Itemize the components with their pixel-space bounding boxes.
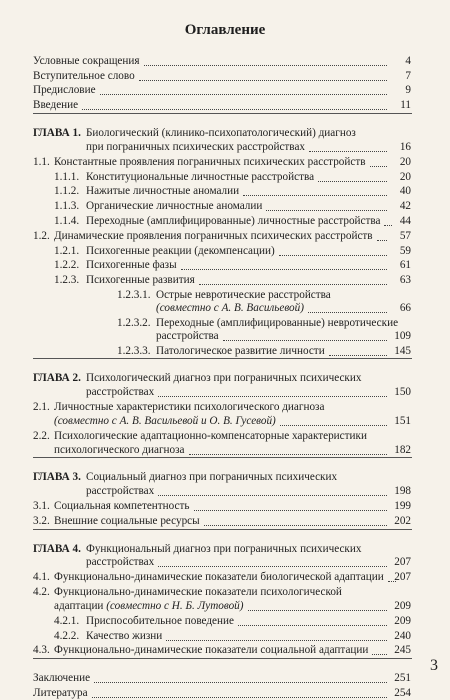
- section-number: 4.2.2.: [54, 630, 80, 642]
- toc-text: Конституциональные личностные расстройства: [86, 171, 315, 183]
- dot-leader: [158, 383, 387, 397]
- dot-leader: [318, 168, 387, 182]
- page-ref: 40: [399, 185, 411, 197]
- section-number: 1.1.3.: [54, 200, 80, 212]
- dot-leader: [189, 441, 387, 455]
- dot-leader: [266, 197, 387, 211]
- dot-leader: [329, 342, 387, 356]
- page-ref: 251: [394, 672, 411, 684]
- dot-leader: [223, 327, 387, 341]
- page-ref: 16: [399, 141, 411, 153]
- toc-text: Психологический диагноз при пограничных психических: [86, 372, 362, 384]
- section-divider: [33, 529, 412, 530]
- page-ref: 11: [400, 99, 411, 111]
- page-ref: 20: [399, 156, 411, 168]
- page-ref: 57: [399, 230, 411, 242]
- toc-text: расстройствах: [86, 485, 155, 497]
- page-ref: 66: [399, 302, 411, 314]
- page-ref: 202: [394, 515, 411, 527]
- page-ref: 20: [399, 171, 411, 183]
- toc-text: Внешние социальные ресурсы: [54, 515, 200, 527]
- page-ref: 109: [394, 330, 411, 342]
- section-number: 2.1.: [33, 401, 50, 413]
- toc-text: Условные сокращения: [33, 55, 140, 67]
- toc-text: психологического диагноза: [54, 444, 185, 456]
- section-number: 3.1.: [33, 500, 50, 512]
- toc-text: Функциональный диагноз при пограничных психических: [86, 543, 362, 555]
- toc-text: Психогенные фазы: [86, 259, 177, 271]
- dot-leader: [243, 182, 387, 196]
- dot-leader: [308, 299, 387, 313]
- toc-text: Функционально-динамические показатели социальной адаптации: [54, 644, 369, 656]
- toc-text: Переходные (амплифицированные) невротические: [156, 317, 399, 329]
- dot-leader: [158, 482, 387, 496]
- dot-leader: [100, 81, 387, 95]
- page-ref: 59: [399, 245, 411, 257]
- toc-text: Личностные характеристики психологического диагноза: [54, 401, 325, 413]
- page-ref: 207: [394, 556, 411, 568]
- toc-text: Переходные (амплифицированные) личностные расстройства: [86, 215, 381, 227]
- dot-leader: [166, 627, 387, 641]
- section-number: 1.1.4.: [54, 215, 80, 227]
- page-ref: 254: [394, 687, 411, 699]
- page-ref: 63: [399, 274, 411, 286]
- section-divider: [33, 358, 412, 359]
- dot-leader: [248, 597, 388, 611]
- page-ref: 145: [394, 345, 411, 357]
- dot-leader: [199, 271, 387, 285]
- page-ref: 199: [394, 500, 411, 512]
- page-ref: 198: [394, 485, 411, 497]
- toc-text: Введение: [33, 99, 79, 111]
- section-divider: [33, 658, 412, 659]
- chapter-label: ГЛАВА 4.: [33, 543, 81, 555]
- section-number: 4.2.1.: [54, 615, 80, 627]
- section-number: 1.2.1.: [54, 245, 80, 257]
- chapter-label: ГЛАВА 3.: [33, 471, 81, 483]
- toc-text: Функционально-динамические показатели психологической: [54, 586, 342, 598]
- page-ref: 42: [399, 200, 411, 212]
- section-number: 1.1.: [33, 156, 50, 168]
- section-number: 1.2.3.: [54, 274, 80, 286]
- section-number: 2.2.: [33, 430, 50, 442]
- page-ref: 150: [394, 386, 411, 398]
- toc-text: Социальный диагноз при пограничных психических: [86, 471, 338, 483]
- chapter-label: ГЛАВА 1.: [33, 127, 81, 139]
- toc-text: расстройствах: [86, 386, 155, 398]
- dot-leader: [158, 553, 387, 567]
- section-number: 4.1.: [33, 571, 50, 583]
- toc-text: расстройства: [156, 330, 219, 342]
- toc-text: Патологическое развитие личности: [156, 345, 325, 357]
- page-ref: 151: [394, 415, 411, 427]
- toc-text: (совместно с А. В. Васильевой): [156, 302, 304, 314]
- section-number: 3.2.: [33, 515, 50, 527]
- dot-leader: [204, 512, 387, 526]
- chapter-label: ГЛАВА 2.: [33, 372, 81, 384]
- toc-text: Психологические адаптационно-компенсаторные характеристики: [54, 430, 367, 442]
- section-number: 1.1.1.: [54, 171, 80, 183]
- dot-leader: [94, 669, 387, 683]
- toc-text: адаптации (совместно с Н. Б. Лутовой): [54, 600, 244, 612]
- toc-text: при пограничных психических расстройствах: [86, 141, 305, 153]
- page-ref: 7: [405, 70, 411, 82]
- dot-leader: [181, 256, 387, 270]
- section-number: 4.2.: [33, 586, 50, 598]
- section-number: 1.2.3.2.: [117, 317, 151, 329]
- page-ref: 240: [394, 630, 411, 642]
- toc-text: Динамические проявления пограничных психических расстройств: [54, 230, 373, 242]
- page-ref: 44: [399, 215, 411, 227]
- page-ref: 209: [394, 600, 411, 612]
- dot-leader: [82, 96, 387, 110]
- dot-leader: [238, 612, 387, 626]
- toc-text: Качество жизни: [86, 630, 163, 642]
- toc-text: Приспособительное поведение: [86, 615, 234, 627]
- page-ref: 245: [394, 644, 411, 656]
- toc-text: Биологический (клинико-психопатологический) диагноз: [86, 127, 356, 139]
- toc-text: Константные проявления пограничных психических расстройств: [54, 156, 366, 168]
- page-ref: 182: [394, 444, 411, 456]
- section-number: 1.2.2.: [54, 259, 80, 271]
- dot-leader: [280, 412, 387, 426]
- page-number: 3: [430, 657, 438, 674]
- toc-text: Функционально-динамические показатели биологической адаптации: [54, 571, 384, 583]
- toc-text: Психогенные реакции (декомпенсации): [86, 245, 275, 257]
- section-number: 4.3.: [33, 644, 50, 656]
- dot-leader: [92, 684, 387, 698]
- toc-text: расстройствах: [86, 556, 155, 568]
- toc-text: (совместно с А. В. Васильевой и О. В. Гусевой): [54, 415, 276, 427]
- toc-text: Предисловие: [33, 84, 96, 96]
- page-ref: 209: [394, 615, 411, 627]
- toc-text: Психогенные развития: [86, 274, 195, 286]
- section-number: 1.2.3.3.: [117, 345, 151, 357]
- toc-text: Социальная компетентность: [54, 500, 190, 512]
- section-number: 1.2.3.1.: [117, 289, 151, 301]
- toc-text: Органические личностные аномалии: [86, 200, 263, 212]
- toc-text: Заключение: [33, 672, 91, 684]
- section-divider: [33, 113, 412, 114]
- page-title: Оглавление: [184, 22, 266, 38]
- section-number: 1.2.: [33, 230, 50, 242]
- dot-leader: [279, 242, 387, 256]
- section-divider: [33, 457, 412, 458]
- page-ref: 207: [394, 571, 411, 583]
- dot-leader: [144, 52, 387, 66]
- page-ref: 4: [405, 55, 411, 67]
- toc-text: Нажитые личностные аномалии: [86, 185, 240, 197]
- page-ref: 61: [399, 259, 411, 271]
- dot-leader: [194, 497, 387, 511]
- toc-text: Острые невротические расстройства: [156, 289, 331, 301]
- dot-leader: [139, 67, 387, 81]
- page-ref: 9: [405, 84, 411, 96]
- toc-text: Литература: [33, 687, 88, 699]
- toc-text: Вступительное слово: [33, 70, 135, 82]
- dot-leader: [309, 138, 387, 152]
- section-number: 1.1.2.: [54, 185, 80, 197]
